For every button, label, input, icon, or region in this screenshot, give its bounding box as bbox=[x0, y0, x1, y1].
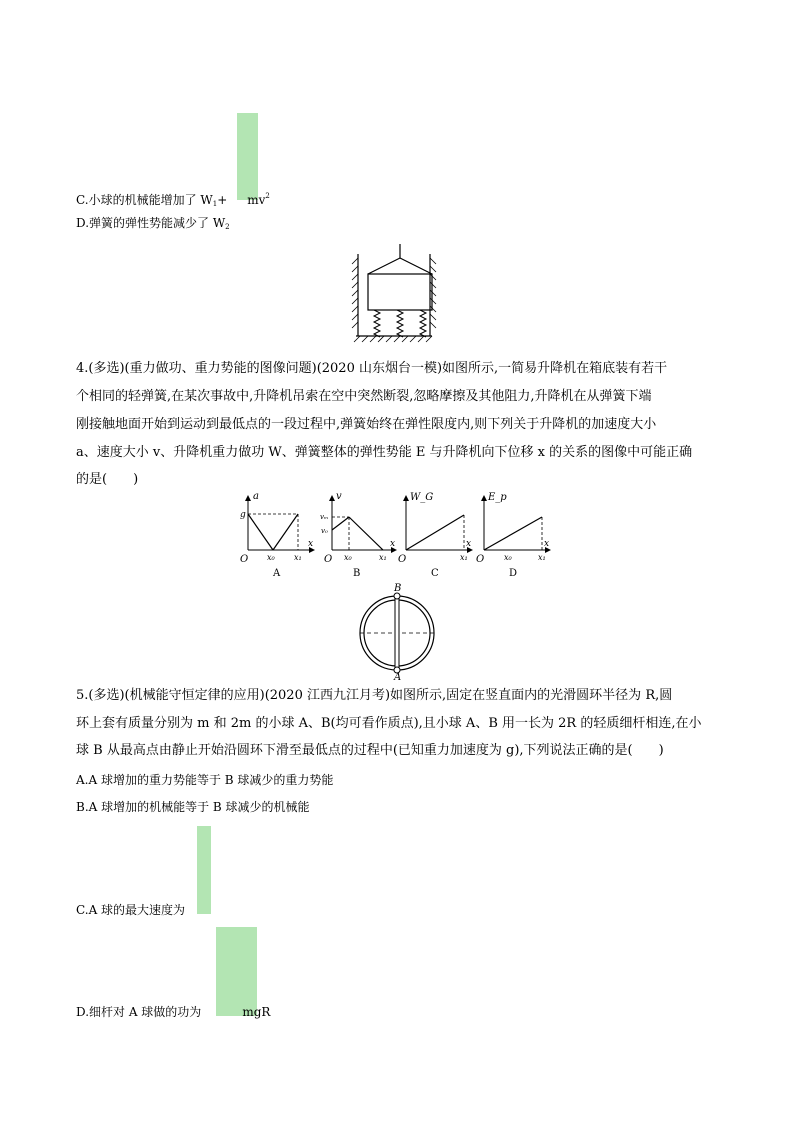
ring-label-a: A bbox=[394, 672, 402, 680]
q4-line-1: 4.(多选)(重力做功、重力势能的图像问题)(2020 山东烟台一模)如图所示,一简易升降机在箱底装有若干 bbox=[76, 361, 668, 376]
graph-a-caption: A bbox=[273, 568, 281, 579]
graph-d bbox=[476, 492, 550, 579]
graph-a-x: x bbox=[308, 539, 314, 549]
graph-d-origin: O bbox=[476, 554, 485, 565]
graph-d-x1: x₁ bbox=[538, 553, 546, 562]
graph-b-x0: x₀ bbox=[344, 553, 352, 562]
graph-a-origin: O bbox=[240, 554, 249, 565]
q5-option-a: A.A 球增加的重力势能等于 B 球减少的重力势能 bbox=[76, 773, 334, 787]
graph-c-ylabel: W_G bbox=[410, 492, 434, 503]
q5-option-c: C.A 球的最大速度为 bbox=[76, 903, 186, 917]
q4-line-5: 的是( ) bbox=[76, 472, 139, 487]
q5-line-1: 5.(多选)(机械能守恒定律的应用)(2020 江西九江月考)如图所示,固定在竖直面内的光滑圆环半径为 R,圆 bbox=[76, 688, 673, 703]
graph-b-caption: B bbox=[353, 568, 361, 579]
graph-c bbox=[398, 492, 472, 579]
graph-a-ylabel: a bbox=[253, 491, 259, 502]
ring-label-b: B bbox=[394, 583, 402, 594]
graph-d-ylabel: E_p bbox=[488, 492, 507, 503]
graph-b-v0: v₀ bbox=[321, 527, 328, 535]
graph-a bbox=[240, 491, 314, 579]
graph-b-origin: O bbox=[324, 554, 333, 565]
formula-placeholder-c5 bbox=[197, 826, 211, 914]
q3-option-d: D.弹簧的弹性势能减少了 $W_2$ bbox=[76, 216, 230, 231]
graph-b-vm: vₘ bbox=[320, 513, 329, 521]
q5-option-b: B.A 球增加的机械能等于 B 球减少的机械能 bbox=[76, 800, 310, 814]
graph-a-g: g bbox=[240, 510, 246, 520]
graph-d-x: x bbox=[544, 539, 550, 549]
formula-placeholder-c3 bbox=[237, 113, 258, 200]
graph-c-caption: C bbox=[431, 568, 439, 579]
graph-b-x: x bbox=[390, 539, 396, 549]
graph-c-x1: x₁ bbox=[460, 553, 468, 562]
formula-placeholder-d5 bbox=[216, 927, 257, 1016]
graph-c-origin: O bbox=[398, 554, 407, 565]
q5-line-2: 环上套有质量分别为 m 和 2m 的小球 A、B(均可看作质点),且小球 A、B 用一长为 2R 的轻质细杆相连,在小 bbox=[76, 716, 702, 731]
q4-graphs bbox=[236, 490, 556, 580]
graph-c-x: x bbox=[466, 539, 472, 549]
graph-d-caption: D bbox=[509, 568, 518, 579]
q4-line-3: 刚接触地面开始到运动到最低点的一段过程中,弹簧始终在弹性限度内,则下列关于升降机的加速度大小 bbox=[76, 417, 657, 432]
graph-a-x0: x₀ bbox=[267, 553, 275, 562]
q5-option-d: D.细杆对 A 球做的功为 mgR bbox=[76, 1005, 271, 1019]
q4-line-4: a、速度大小 v、升降机重力做功 W、弹簧整体的弹性势能 E 与升降机向下位移 x 的关系的图像中可能正确 bbox=[76, 445, 693, 460]
graph-b-ylabel: v bbox=[336, 491, 342, 502]
graph-b-x1: x₁ bbox=[379, 553, 387, 562]
q5-line-3: 球 B 从最高点由静止开始沿圆环下滑至最低点的过程中(已知重力加速度为 g),下列说法正确的是( ) bbox=[76, 743, 664, 758]
graph-d-x0: x₀ bbox=[504, 553, 512, 562]
ring-figure bbox=[352, 582, 442, 680]
graph-b bbox=[320, 491, 396, 579]
q3-option-c: C.小球的机械能增加了 $W_1+ mv^2$ bbox=[76, 192, 270, 208]
graph-a-x1: x₁ bbox=[294, 553, 302, 562]
q4-line-2: 个相同的轻弹簧,在某次事故中,升降机吊索在空中突然断裂,忽略摩擦及其他阻力,升降机在从弹簧下端 bbox=[76, 389, 652, 404]
elevator-figure bbox=[346, 240, 440, 344]
